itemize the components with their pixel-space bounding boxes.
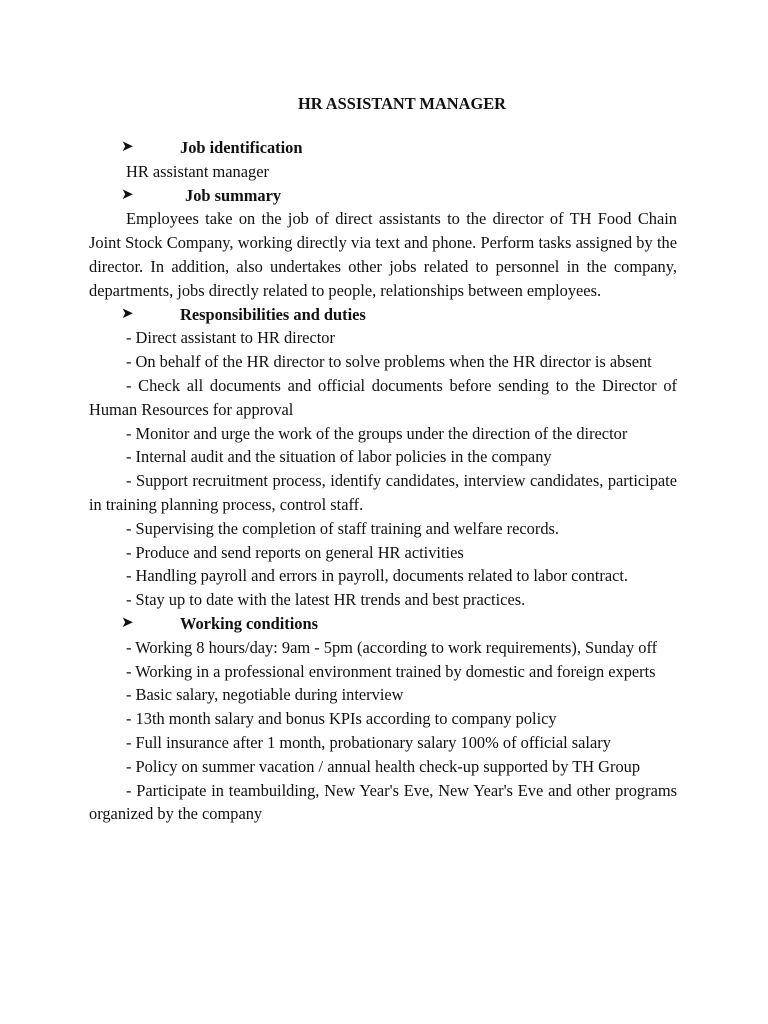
list-item: - Internal audit and the situation of labor policies in the company — [126, 447, 552, 467]
list-item: - Supervising the completion of staff training and welfare records. — [126, 518, 560, 538]
list-item: - Policy on summer vacation / annual health check-up supported by TH Group — [126, 756, 641, 776]
list-item: - On behalf of the HR director to solve problems when the HR director is absent — [126, 352, 652, 372]
section-heading-working-conditions — [89, 612, 677, 636]
list-item: - Working 8 hours/day: 9am - 5pm (according to work requirements), Sunday off — [126, 637, 658, 657]
section-heading-label: Responsibilities and duties — [180, 304, 366, 324]
list-item: - Check all documents and official documents before sending to the Director of Human Resources for approval — [89, 375, 677, 419]
arrow-bullet-icon: ➤ — [121, 186, 134, 203]
document-title: HR ASSISTANT MANAGER — [298, 94, 506, 113]
list-item: - Stay up to date with the latest HR trends and best practices. — [126, 590, 526, 610]
list-item: - 13th month salary and bonus KPIs according to company policy — [126, 709, 557, 729]
list-item: - Produce and send reports on general HR activities — [126, 542, 464, 562]
list-item: - Basic salary, negotiable during interview — [126, 685, 404, 705]
section-heading-label: Job identification — [180, 138, 303, 157]
section-heading-responsibilities — [89, 303, 677, 327]
document-body — [89, 136, 677, 826]
arrow-bullet-icon: ➤ — [121, 305, 134, 322]
list-item: - Working in a professional environment trained by domestic and foreign experts — [126, 661, 656, 681]
list-item: - Monitor and urge the work of the groups under the direction of the director — [126, 423, 628, 443]
arrow-bullet-icon: ➤ — [121, 139, 134, 155]
job-identification-text: HR assistant manager — [126, 161, 269, 181]
section-heading-label: Working conditions — [180, 613, 318, 633]
list-item: - Full insurance after 1 month, probationary salary 100% of official salary — [126, 732, 611, 752]
section-heading-job-identification — [89, 136, 677, 160]
section-heading-label: Job summary — [185, 185, 282, 205]
list-item: - Support recruitment process, identify candidates, interview candidates, participate in training planning process, control staff. — [89, 471, 677, 514]
section-heading-job-summary — [89, 184, 677, 208]
arrow-bullet-icon: ➤ — [121, 614, 134, 631]
list-item: - Participate in teambuilding, New Year's Eve, New Year's Eve and other programs organized by the company — [89, 780, 677, 824]
list-item: - Direct assistant to HR director — [126, 328, 335, 348]
job-summary-paragraph: Employees take on the job of direct assistants to the director of TH Food Chain Joint Stock Company, working directly via text and phone. Perform tasks assigned by the director. In addition, also undertakes other jobs related to personnel in the company, departments, jobs directly related to people, relationships between employees. — [89, 209, 677, 300]
list-item: - Handling payroll and errors in payroll, documents related to labor contract. — [126, 566, 629, 586]
